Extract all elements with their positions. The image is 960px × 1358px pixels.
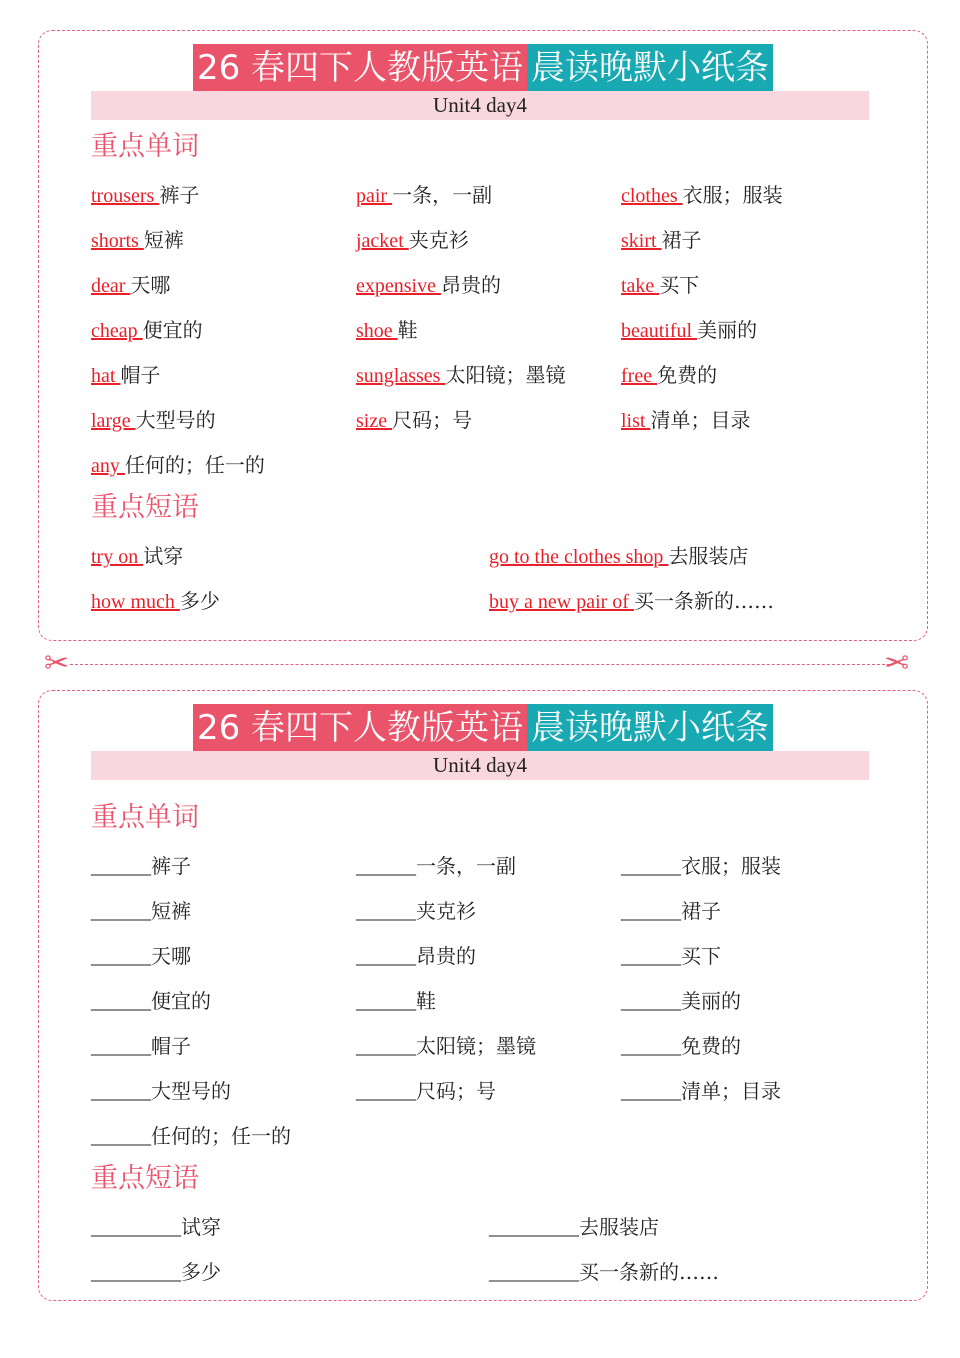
- word-item: [91, 451, 265, 480]
- word-chinese: 任何的；任一的: [151, 1124, 291, 1148]
- word-item: [621, 361, 717, 390]
- word-item: [356, 852, 516, 881]
- word-item: [621, 897, 721, 926]
- word-chinese: 昂贵的: [440, 273, 501, 297]
- word-chinese: 裙子: [661, 228, 702, 252]
- word-item: [91, 1032, 191, 1061]
- phrase-item: [489, 1258, 719, 1287]
- title-part2: 晨读晚默小纸条: [527, 704, 773, 752]
- cut-line: [70, 664, 890, 665]
- title-part2: 晨读晚默小纸条: [527, 44, 773, 92]
- phrase-chinese: 去服装店: [668, 544, 749, 568]
- page-title: [39, 704, 927, 752]
- word-english: pair: [356, 185, 393, 207]
- phrases-heading: 重点短语: [91, 1163, 199, 1194]
- word-blank[interactable]: ______: [621, 991, 681, 1013]
- word-chinese: 一条，一副: [392, 183, 493, 207]
- word-chinese: 鞋: [416, 989, 436, 1013]
- phrase-chinese: 试穿: [181, 1215, 221, 1239]
- word-blank[interactable]: ______: [621, 946, 681, 968]
- word-item: [621, 1032, 741, 1061]
- word-item: [356, 181, 492, 210]
- word-english: shorts: [91, 230, 144, 252]
- word-chinese: 昂贵的: [416, 944, 476, 968]
- phrase-item: [489, 587, 774, 616]
- word-item: [91, 361, 160, 390]
- word-item: [356, 271, 501, 300]
- word-item: [356, 897, 476, 926]
- word-item: [356, 1032, 536, 1061]
- word-item: [621, 181, 783, 210]
- word-item: [621, 852, 781, 881]
- word-chinese: 衣服；服装: [681, 854, 781, 878]
- word-blank[interactable]: ______: [91, 901, 151, 923]
- word-blank[interactable]: ______: [91, 1036, 151, 1058]
- scissors-icon: ✂: [884, 646, 910, 681]
- phrase-blank[interactable]: _________: [489, 1217, 579, 1239]
- word-item: [621, 942, 721, 971]
- words-heading: 重点单词: [91, 131, 199, 162]
- word-item: [91, 406, 216, 435]
- phrase-english: how much: [91, 591, 180, 613]
- word-chinese: 夹克衫: [416, 899, 476, 923]
- word-chinese: 一条，一副: [416, 854, 516, 878]
- phrase-blank[interactable]: _________: [489, 1262, 579, 1284]
- word-blank[interactable]: ______: [356, 901, 416, 923]
- phrase-chinese: 多少: [179, 589, 220, 613]
- word-chinese: 天哪: [130, 273, 171, 297]
- word-english: list: [621, 410, 651, 432]
- unit-bar: Unit4 day4: [91, 751, 869, 780]
- word-item: [91, 987, 211, 1016]
- word-english: trousers: [91, 185, 160, 207]
- word-chinese: 帽子: [120, 363, 161, 387]
- word-chinese: 衣服；服装: [682, 183, 783, 207]
- word-chinese: 天哪: [151, 944, 191, 968]
- word-chinese: 任何的；任一的: [124, 453, 265, 477]
- word-blank[interactable]: ______: [91, 1126, 151, 1148]
- phrase-item: [489, 1213, 659, 1242]
- word-blank[interactable]: ______: [91, 946, 151, 968]
- word-chinese: 免费的: [657, 363, 718, 387]
- word-chinese: 短裤: [151, 899, 191, 923]
- phrase-item: [91, 1258, 221, 1287]
- phrase-english: try on: [91, 546, 144, 568]
- word-chinese: 美丽的: [681, 989, 741, 1013]
- word-english: beautiful: [621, 320, 698, 342]
- word-english: shoe: [356, 320, 398, 342]
- word-item: [356, 406, 472, 435]
- phrase-item: [91, 587, 220, 616]
- word-item: [621, 987, 741, 1016]
- word-item: [621, 1077, 781, 1106]
- word-chinese: 大型号的: [135, 408, 216, 432]
- phrase-blank[interactable]: _________: [91, 1262, 181, 1284]
- word-english: take: [621, 275, 660, 297]
- phrase-chinese: 买一条新的……: [579, 1260, 719, 1284]
- word-chinese: 清单；目录: [681, 1079, 781, 1103]
- word-item: [356, 361, 565, 390]
- phrase-item: [489, 542, 748, 571]
- word-chinese: 裤子: [159, 183, 200, 207]
- word-item: [621, 226, 702, 255]
- word-english: large: [91, 410, 136, 432]
- word-english: cheap: [91, 320, 143, 342]
- phrase-chinese: 去服装店: [579, 1215, 659, 1239]
- word-item: [91, 852, 191, 881]
- word-item: [91, 271, 170, 300]
- word-item: [356, 316, 418, 345]
- word-blank[interactable]: ______: [91, 856, 151, 878]
- word-chinese: 买下: [681, 944, 721, 968]
- phrase-english: buy a new pair of: [489, 591, 634, 613]
- word-item: [91, 1122, 291, 1151]
- scissors-icon: ✂: [44, 646, 70, 681]
- word-blank[interactable]: ______: [621, 856, 681, 878]
- word-chinese: 短裤: [143, 228, 184, 252]
- word-item: [91, 897, 191, 926]
- word-english: sunglasses: [356, 365, 446, 387]
- word-english: hat: [91, 365, 121, 387]
- word-chinese: 鞋: [397, 318, 418, 342]
- word-item: [91, 942, 191, 971]
- word-chinese: 太阳镜；墨镜: [445, 363, 566, 387]
- word-item: [91, 316, 203, 345]
- word-english: clothes: [621, 185, 683, 207]
- word-chinese: 帽子: [151, 1034, 191, 1058]
- word-item: [91, 226, 184, 255]
- word-english: jacket: [356, 230, 409, 252]
- word-chinese: 夹克衫: [408, 228, 469, 252]
- word-english: any: [91, 455, 125, 477]
- word-chinese: 尺码；号: [416, 1079, 496, 1103]
- practice-card: [38, 690, 928, 1301]
- word-blank[interactable]: ______: [621, 1081, 681, 1103]
- phrase-item: [91, 542, 183, 571]
- word-english: size: [356, 410, 393, 432]
- word-item: [91, 181, 199, 210]
- unit-bar: Unit4 day4: [91, 91, 869, 120]
- phrase-chinese: 试穿: [143, 544, 184, 568]
- word-blank[interactable]: ______: [356, 1081, 416, 1103]
- page-title: [39, 44, 927, 92]
- word-chinese: 清单；目录: [650, 408, 751, 432]
- word-blank[interactable]: ______: [356, 1036, 416, 1058]
- word-chinese: 裙子: [681, 899, 721, 923]
- word-item: [356, 1077, 496, 1106]
- word-item: [621, 271, 699, 300]
- word-chinese: 大型号的: [151, 1079, 231, 1103]
- word-chinese: 裤子: [151, 854, 191, 878]
- phrase-item: [91, 1213, 221, 1242]
- answer-card: [38, 30, 928, 641]
- word-item: [621, 406, 750, 435]
- word-chinese: 便宜的: [142, 318, 203, 342]
- word-blank[interactable]: ______: [91, 1081, 151, 1103]
- word-item: [356, 942, 476, 971]
- words-heading: 重点单词: [91, 802, 199, 833]
- title-part1: 26 春四下人教版英语: [193, 704, 527, 752]
- phrase-chinese: 多少: [181, 1260, 221, 1284]
- word-blank[interactable]: ______: [621, 1036, 681, 1058]
- phrase-chinese: 买一条新的……: [633, 589, 774, 613]
- word-blank[interactable]: ______: [91, 991, 151, 1013]
- word-item: [356, 987, 436, 1016]
- word-chinese: 便宜的: [151, 989, 211, 1013]
- word-chinese: 免费的: [681, 1034, 741, 1058]
- word-english: skirt: [621, 230, 662, 252]
- title-part1: 26 春四下人教版英语: [193, 44, 527, 92]
- word-english: free: [621, 365, 658, 387]
- word-chinese: 太阳镜；墨镜: [416, 1034, 536, 1058]
- word-chinese: 买下: [659, 273, 700, 297]
- word-blank[interactable]: ______: [621, 901, 681, 923]
- phrase-english: go to the clothes shop: [489, 546, 669, 568]
- word-item: [621, 316, 757, 345]
- word-blank[interactable]: ______: [356, 856, 416, 878]
- word-chinese: 尺码；号: [392, 408, 473, 432]
- word-english: expensive: [356, 275, 441, 297]
- word-blank[interactable]: ______: [356, 991, 416, 1013]
- phrases-heading: 重点短语: [91, 492, 199, 523]
- word-english: dear: [91, 275, 131, 297]
- word-item: [91, 1077, 231, 1106]
- word-item: [356, 226, 469, 255]
- word-blank[interactable]: ______: [356, 946, 416, 968]
- word-chinese: 美丽的: [697, 318, 758, 342]
- phrase-blank[interactable]: _________: [91, 1217, 181, 1239]
